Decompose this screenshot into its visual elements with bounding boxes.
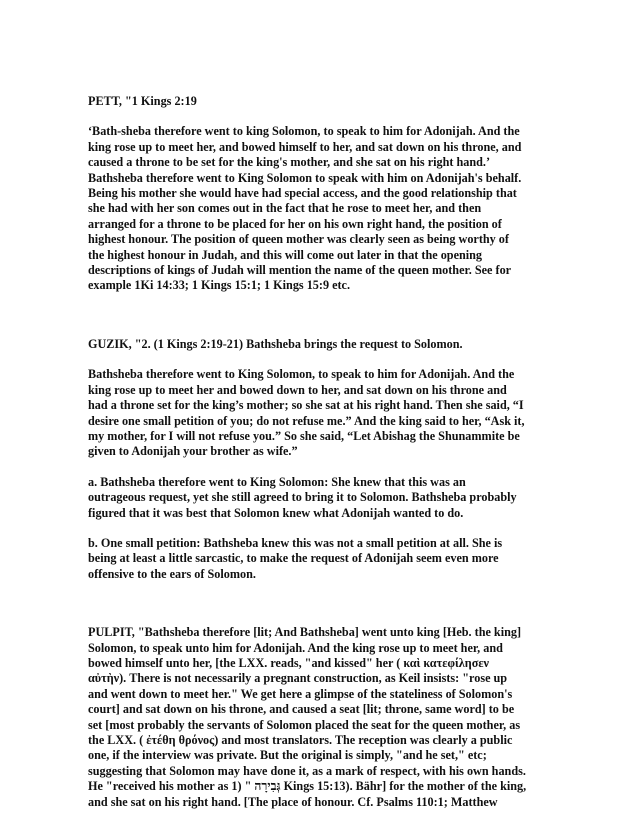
paragraph: [88, 367, 550, 459]
paragraph: [88, 536, 550, 582]
text-line: the highest honour in Judah, and this will come out later in that the opening: [88, 247, 483, 262]
text-line: b. One small petition: Bathsheba knew this was not a small petition at all. She is: [88, 535, 503, 550]
text-line: being at least a little sarcastic, to make the request of Adonijah seem even more: [88, 551, 499, 566]
text-line: caused a throne to be set for the king's mother, and she sat on his right hand.’: [88, 155, 491, 170]
text-line: offensive to the ears of Solomon.: [88, 566, 256, 581]
text-line: and went down to meet her." We get here a glimpse of the stateliness of Solomon's: [88, 686, 513, 701]
text-line: example 1Ki 14:33; 1 Kings 15:1; 1 Kings 15:9 etc.: [88, 278, 351, 293]
paragraph: [88, 124, 550, 293]
text-line: Being his mother she would have had special access, and the good relationship that: [88, 186, 517, 201]
text-line: the LXX. ( ἐτέθη θρόνος) and most translators. The reception was clearly a public: [88, 733, 513, 747]
text-line: highest honour. The position of queen mother was clearly seen as being worthy of: [88, 232, 509, 247]
text-line: PULPIT, "Bathsheba therefore [lit; And Bathsheba] went unto king [Heb. the king]: [88, 625, 522, 640]
text-line: Bathsheba therefore went to King Solomon, to speak to him for Adonijah. And the: [88, 367, 515, 382]
section-heading-pett: PETT, "1 Kings 2:19: [88, 94, 197, 108]
text-line: bowed himself unto her, [the LXX. reads, "and kissed" her ( καὶ κατεφίλησεν: [88, 655, 489, 670]
text-line: given to Adonijah your brother as wife.”: [88, 444, 298, 459]
text-line: a. Bathsheba therefore went to King Solomon: She knew that this was an: [88, 474, 466, 489]
text-line: He "received his mother as 1) " גְּבִירָה Kings 15:13). Bähr] for the mother of the king,: [88, 779, 527, 794]
text-line: desire one small petition of you; do not refuse me.” And the king said to her, “Ask it,: [88, 413, 525, 428]
section-heading-guzik: GUZIK, "2. (1 Kings 2:19-21) Bathsheba brings the request to Solomon.: [88, 336, 463, 351]
text-line: Bathsheba therefore went to King Solomon to speak with him on Adonijah's behalf.: [88, 170, 522, 185]
document-page: [88, 94, 550, 825]
text-line: descriptions of kings of Judah will mention the name of the queen mother. See for: [88, 263, 512, 278]
text-line: king rose up to meet her and bowed down to her, and sat down on his throne and: [88, 382, 507, 397]
text-line: one, if the interview was private. But the original is simply, "and he set," etc;: [88, 748, 487, 763]
text-line: and she sat on his right hand. [The place of honour. Cf. Psalms 110:1; Matthew: [88, 794, 498, 809]
text-line: ‘Bath-sheba therefore went to king Solomon, to speak to him for Adonijah. And the: [88, 124, 520, 139]
text-line: my mother, for I will not refuse you.” So she said, “Let Abishag the Shunammite be: [88, 428, 520, 443]
text-line: αὐτὴν). There is not necessarily a pregnant construction, as Keil insists: "rose up: [88, 671, 508, 686]
text-line: set [most probably the servants of Solomon placed the seat for the queen mother, as: [88, 717, 521, 732]
text-line: king rose up to meet her, and bowed himself to her, and sat down on his throne, and: [88, 139, 522, 154]
text-line: had a throne set for the king’s mother; so she sat at his right hand. Then she said, “I: [88, 398, 524, 413]
text-line: figured that it was best that Solomon knew what Adonijah wanted to do.: [88, 505, 464, 520]
section-spacer: [88, 309, 550, 337]
text-line: outrageous request, yet she still agreed to bring it to Solomon. Bathsheba probably: [88, 490, 517, 505]
text-line: she had with her son comes out in the fact that he rose to meet her, and then: [88, 201, 482, 216]
paragraph-pulpit: [88, 625, 550, 810]
text-line: Solomon, to speak unto him for Adonijah. And the king rose up to meet her, and: [88, 640, 503, 655]
section-spacer: [88, 597, 550, 625]
text-line: court] and sat down on his throne, and caused a seat [lit; throne, same word] to be: [88, 702, 515, 717]
text-line: suggesting that Solomon may have done it, as a mark of respect, with his own hands.: [88, 763, 526, 778]
paragraph: [88, 475, 550, 521]
text-line: arranged for a throne to be placed for her on his own right hand, the position of: [88, 216, 502, 231]
